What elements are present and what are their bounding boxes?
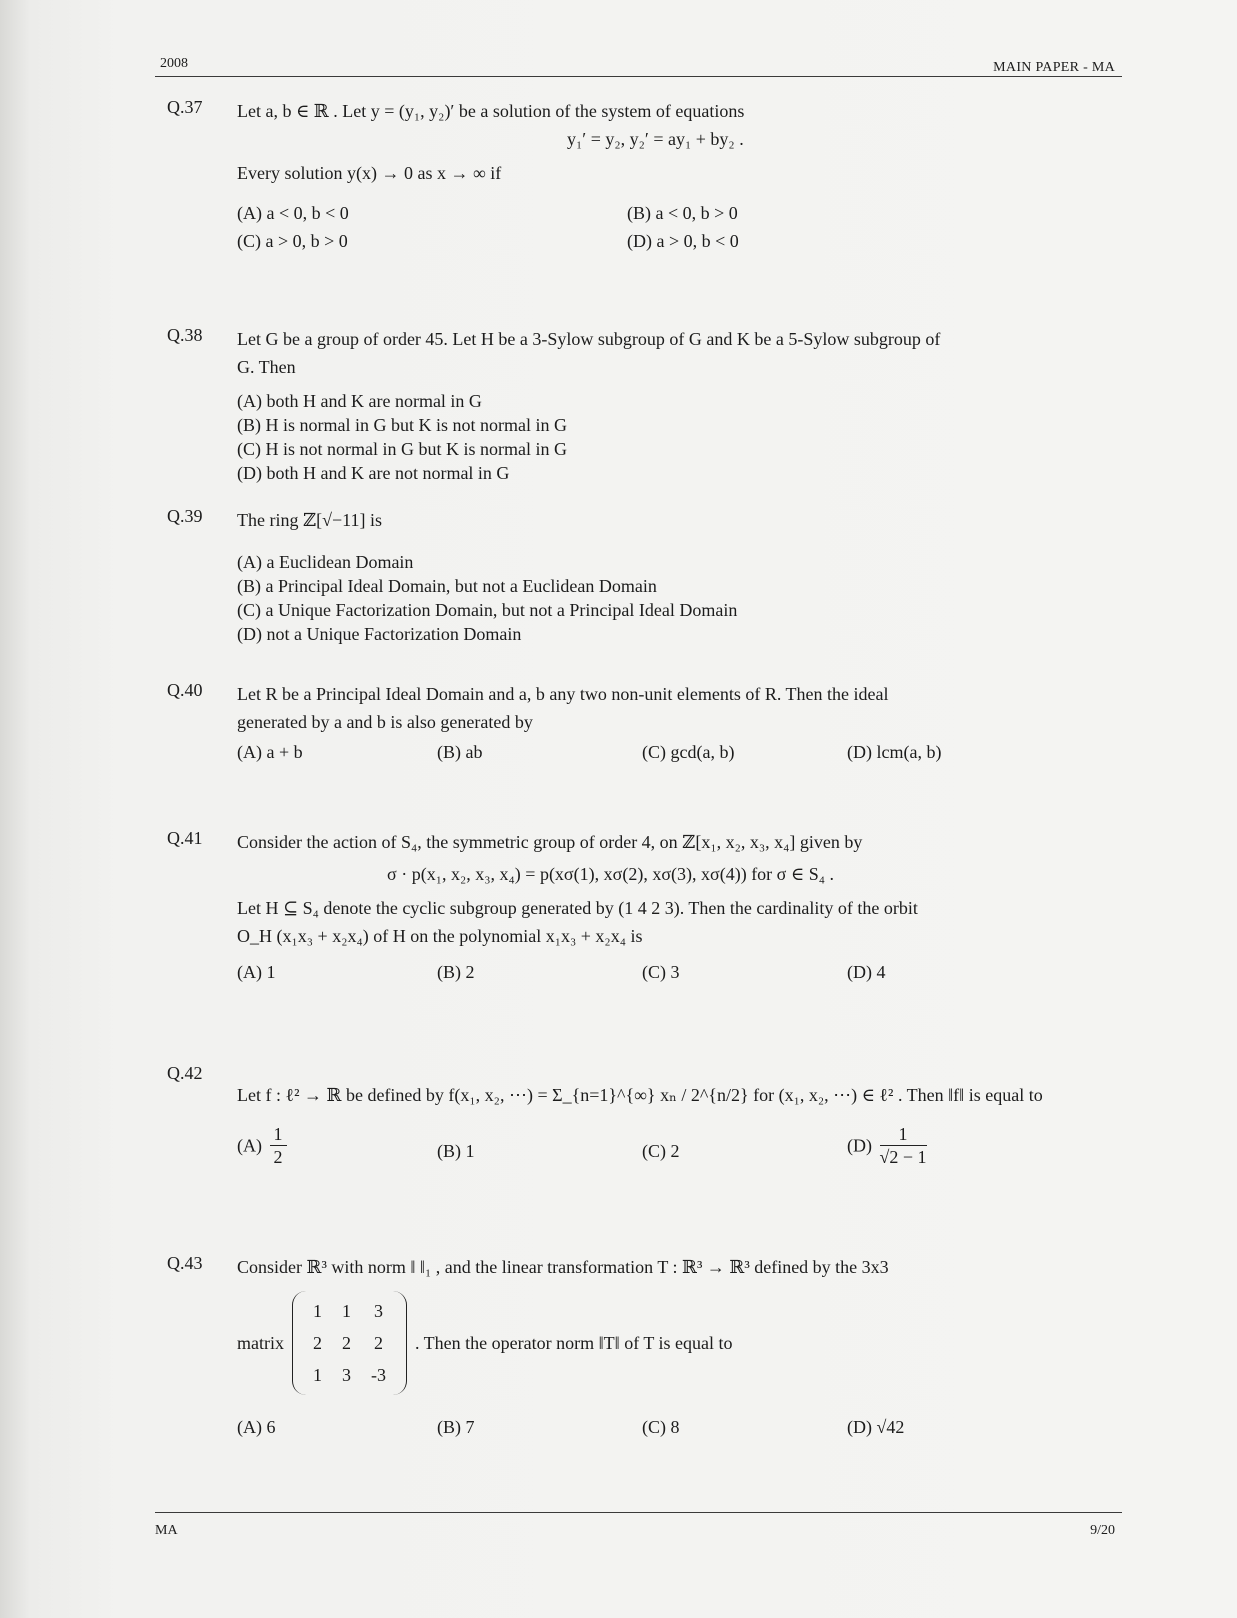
header-paper: MAIN PAPER - MA [993, 60, 1115, 75]
question-text: Let G be a group of order 45. Let H be a 3-Sylow subgroup of G and K be a 5-Sylow subgroup of [237, 329, 941, 349]
option-b[interactable]: (B) a < 0, b > 0 [627, 203, 738, 223]
option-a[interactable] [237, 1123, 290, 1168]
option-b[interactable]: (B) ab [437, 742, 483, 762]
matrix-cell: 3 [374, 1301, 383, 1321]
question-text: Every solution y(x) → 0 as x → ∞ if [237, 163, 502, 183]
footer-rule [155, 1512, 1122, 1513]
option-a[interactable]: (A) both H and K are normal in G [237, 391, 482, 411]
option-d[interactable]: (D) lcm(a, b) [847, 742, 942, 762]
option-b[interactable]: (B) a Principal Ideal Domain, but not a Euclidean Domain [237, 576, 657, 596]
question-number: Q.38 [167, 325, 203, 345]
option-d-numerator: 1 [880, 1123, 927, 1146]
question-text: generated by a and b is also generated by [237, 712, 533, 732]
option-c[interactable]: (C) 2 [642, 1141, 680, 1161]
option-a-denominator: 2 [273, 1147, 283, 1167]
option-a-numerator: 1 [270, 1123, 287, 1146]
question-number: Q.40 [167, 680, 203, 700]
option-a-label: (A) [237, 1135, 262, 1156]
option-d-label: (D) [847, 1135, 872, 1156]
header-year: 2008 [160, 56, 188, 71]
header-rule [155, 76, 1122, 77]
equation: σ · p(x₁, x₂, x₃, x₄) = p(xσ(1), xσ(2), xσ(3), xσ(4)) for σ ∈ S₄ . [387, 864, 834, 884]
question-text: Let a, b ∈ ℝ . Let y = (y₁, y₂)′ be a solution of the system of equations [237, 101, 745, 121]
matrix-cell: 2 [313, 1333, 322, 1353]
matrix-cell: 1 [342, 1301, 351, 1321]
question-number: Q.41 [167, 828, 203, 848]
option-a[interactable]: (A) a Euclidean Domain [237, 552, 414, 572]
page-number: 9/20 [1090, 1523, 1115, 1538]
option-d-denominator: √2 − 1 [879, 1147, 927, 1167]
option-c[interactable]: (C) 3 [642, 962, 680, 982]
matrix [292, 1291, 407, 1395]
question-number: Q.39 [167, 506, 203, 526]
question-number: Q.37 [167, 97, 203, 117]
option-d[interactable]: (D) not a Unique Factorization Domain [237, 624, 522, 644]
question-text: Consider the action of S₄, the symmetric group of order 4, on ℤ[x₁, x₂, x₃, x₄] given by [237, 832, 863, 852]
question-text: Consider ℝ³ with norm ‖ ‖₁ , and the linear transformation T : ℝ³ → ℝ³ defined by the 3x3 [237, 1257, 889, 1277]
matrix-cell: 1 [313, 1365, 322, 1385]
option-a[interactable]: (A) a + b [237, 742, 303, 762]
matrix-cell: -3 [371, 1365, 386, 1385]
question-text: Let f : ℓ² → ℝ be defined by f(x₁, x₂, ⋯) = Σ_{n=1}^{∞} xₙ / 2^{n/2} for (x₁, x₂, ⋯) ∈ ℓ² . Then ‖f‖ is equal to [237, 1085, 1043, 1105]
matrix-cell: 3 [342, 1365, 351, 1385]
question-number: Q.42 [167, 1063, 203, 1083]
question-text: Let R be a Principal Ideal Domain and a, b any two non-unit elements of R. Then the ideal [237, 684, 889, 704]
option-a[interactable]: (A) 6 [237, 1417, 276, 1437]
matrix-label: matrix [237, 1333, 284, 1353]
question-text: G. Then [237, 357, 296, 377]
option-b[interactable]: (B) 2 [437, 962, 475, 982]
option-d[interactable]: (D) both H and K are not normal in G [237, 463, 510, 483]
option-d[interactable] [847, 1123, 930, 1168]
matrix-cell: 2 [374, 1333, 383, 1353]
equation: y₁′ = y₂, y₂′ = ay₁ + by₂ . [567, 129, 744, 149]
option-d[interactable]: (D) a > 0, b < 0 [627, 231, 739, 251]
question-text: . Then the operator norm ‖T‖ of T is equal to [415, 1333, 733, 1353]
footer-code: MA [155, 1523, 178, 1538]
question-text: The ring ℤ[√−11] is [237, 510, 382, 530]
matrix-cell: 2 [342, 1333, 351, 1353]
option-c[interactable]: (C) a > 0, b > 0 [237, 231, 348, 251]
option-c[interactable]: (C) a Unique Factorization Domain, but not a Principal Ideal Domain [237, 600, 738, 620]
option-a[interactable]: (A) a < 0, b < 0 [237, 203, 349, 223]
option-d[interactable]: (D) √42 [847, 1417, 905, 1437]
option-c[interactable]: (C) H is not normal in G but K is normal in G [237, 439, 567, 459]
question-text: Let H ⊆ S₄ denote the cyclic subgroup generated by (1 4 2 3). Then the cardinality of the orbit [237, 898, 918, 918]
option-c[interactable]: (C) gcd(a, b) [642, 742, 735, 762]
question-text: O_H (x₁x₃ + x₂x₄) of H on the polynomial x₁x₃ + x₂x₄ is [237, 926, 643, 946]
option-c[interactable]: (C) 8 [642, 1417, 680, 1437]
option-b[interactable]: (B) 1 [437, 1141, 475, 1161]
question-number: Q.43 [167, 1253, 203, 1273]
matrix-cell: 1 [313, 1301, 322, 1321]
option-d[interactable]: (D) 4 [847, 962, 886, 982]
option-b[interactable]: (B) 7 [437, 1417, 475, 1437]
option-b[interactable]: (B) H is normal in G but K is not normal in G [237, 415, 567, 435]
option-a[interactable]: (A) 1 [237, 962, 276, 982]
